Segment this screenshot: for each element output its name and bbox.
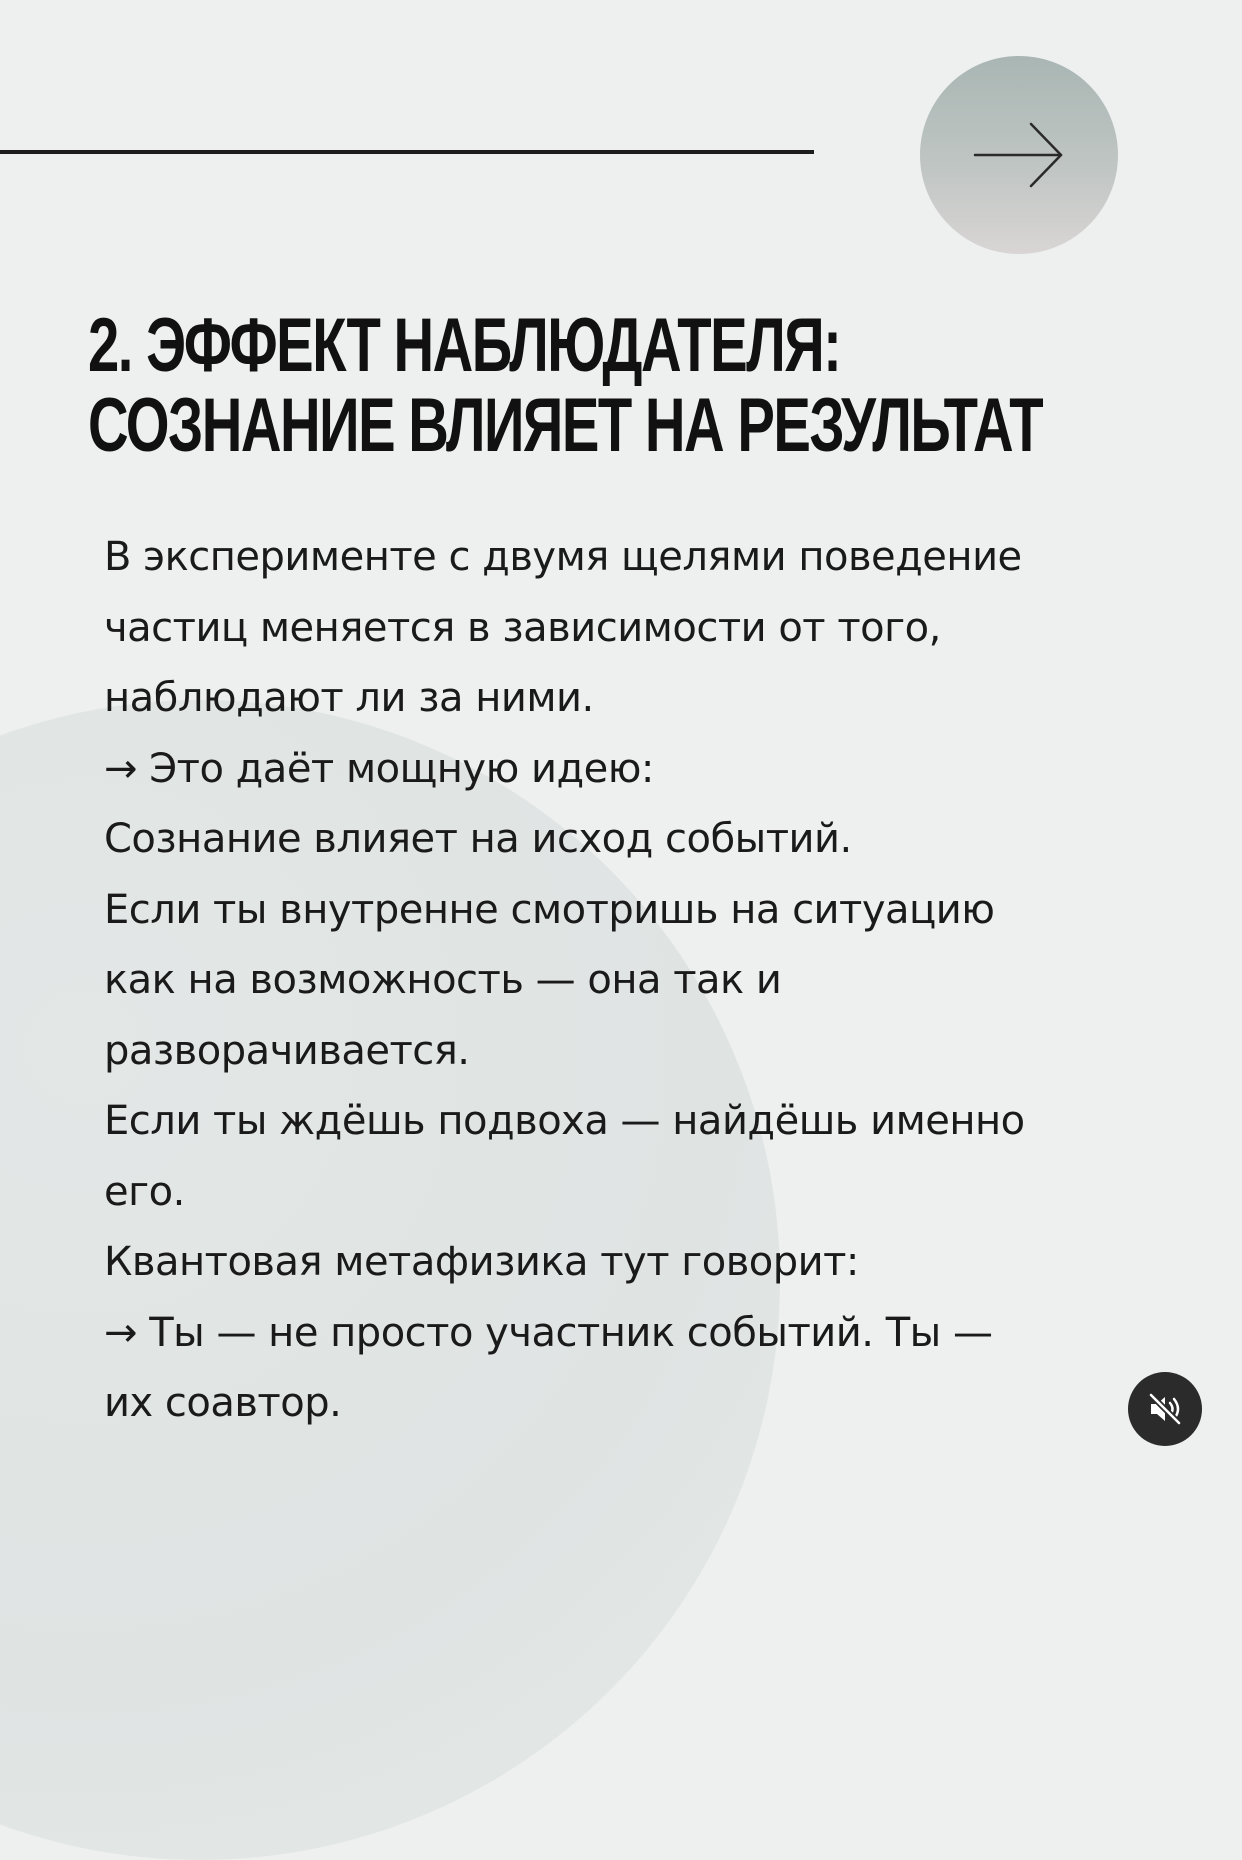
slide-title — [88, 303, 1043, 468]
next-slide-button[interactable] — [920, 56, 1118, 254]
body-line: Квантовая метафизика тут говорит: — [104, 1239, 859, 1285]
speaker-muted-icon — [1145, 1389, 1185, 1429]
body-line: → Ты — не просто участник событий. Ты — — [104, 1309, 993, 1356]
body-line: как на возможность — она так и — [104, 957, 782, 1003]
arrow-right-icon — [971, 120, 1067, 190]
slide-title-line-1: 2. ЭФФЕКТ НАБЛЮДАТЕЛЯ: — [88, 303, 841, 388]
slide-title-line-2: СОЗНАНИЕ ВЛИЯЕТ НА РЕЗУЛЬТАТ — [88, 383, 1043, 468]
body-line: разворачивается. — [104, 1027, 470, 1074]
body-line: их соавтор. — [104, 1380, 342, 1426]
body-line: его. — [104, 1168, 185, 1215]
body-line: наблюдают ли за ними. — [104, 675, 594, 721]
body-line: В эксперименте с двумя щелями поведение — [104, 534, 1022, 580]
body-line: Если ты внутренне смотришь на ситуацию — [104, 886, 995, 933]
body-line: частиц меняется в зависимости от того, — [104, 604, 941, 651]
body-line: Если ты ждёшь подвоха — найдёшь именно — [104, 1098, 1025, 1144]
mute-toggle-button[interactable] — [1128, 1372, 1202, 1446]
slide-body — [104, 522, 1164, 1439]
body-line: Сознание влияет на исход событий. — [104, 816, 852, 862]
body-line: → Это даёт мощную идею: — [104, 745, 654, 792]
divider-line — [0, 150, 814, 154]
